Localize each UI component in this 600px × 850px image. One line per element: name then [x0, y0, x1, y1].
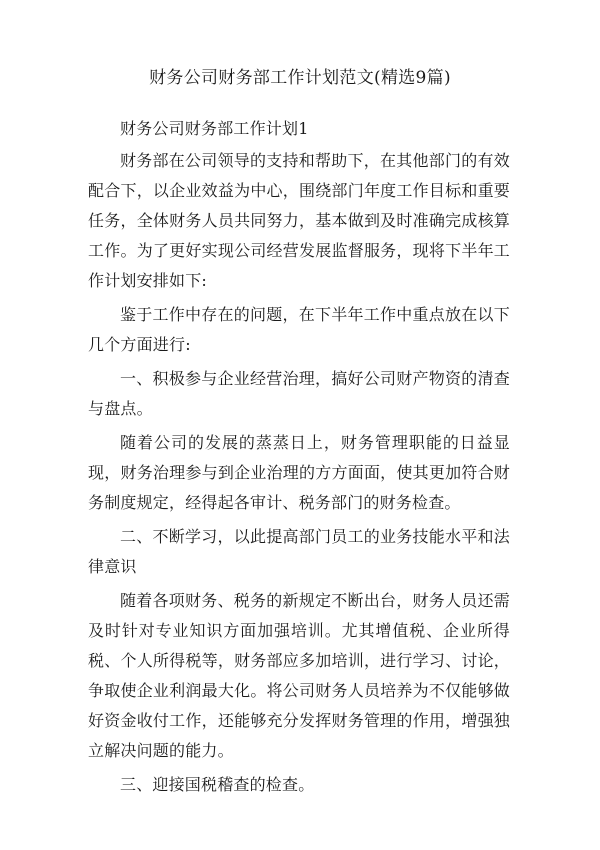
section-subtitle: 财务公司财务部工作计划1	[120, 119, 309, 138]
paragraph-item-1: 随着公司的发展的蒸蒸日上，财务管理职能的日益显现，财务治理参与到企业治理的方方面面，使其更加符合财务制度规定，经得起各审计、税务部门的财务检查。	[88, 433, 510, 512]
heading-item-1: 一、积极参与企业经营治理，搞好公司财产物资的清查与盘点。	[88, 369, 510, 418]
heading-item-3: 三、迎接国税稽查的检查。	[120, 775, 315, 794]
paragraph-item-2: 随着各项财务、税务的新规定不断出台，财务人员还需及时针对专业知识方面加强培训。尤其增值税、企业所得税、个人所得税等，财务部应多加培训，进行学习、讨论，争取使企业利润最大化。将公司财务人员培养为不仅能够做好资金收付工作，还能够充分发挥财务管理的作用，增强独立解决问题的能力。	[88, 591, 510, 760]
paragraph-focus: 鉴于工作中存在的问题，在下半年工作中重点放在以下几个方面进行:	[88, 305, 510, 354]
heading-item-2: 二、不断学习，以此提高部门员工的业务技能水平和法律意识	[88, 527, 510, 576]
document-title: 财务公司财务部工作计划范文(精选9篇)	[149, 68, 451, 88]
paragraph-intro: 财务部在公司领导的支持和帮助下，在其他部门的有效配合下，以企业效益为中心，围绕部门年度工作目标和重要任务，全体财务人员共同努力，基本做到及时准确完成核算工作。为了更好实现公司经营发展监督服务，现将下半年工作计划安排如下:	[88, 151, 510, 290]
document-body	[88, 114, 510, 804]
